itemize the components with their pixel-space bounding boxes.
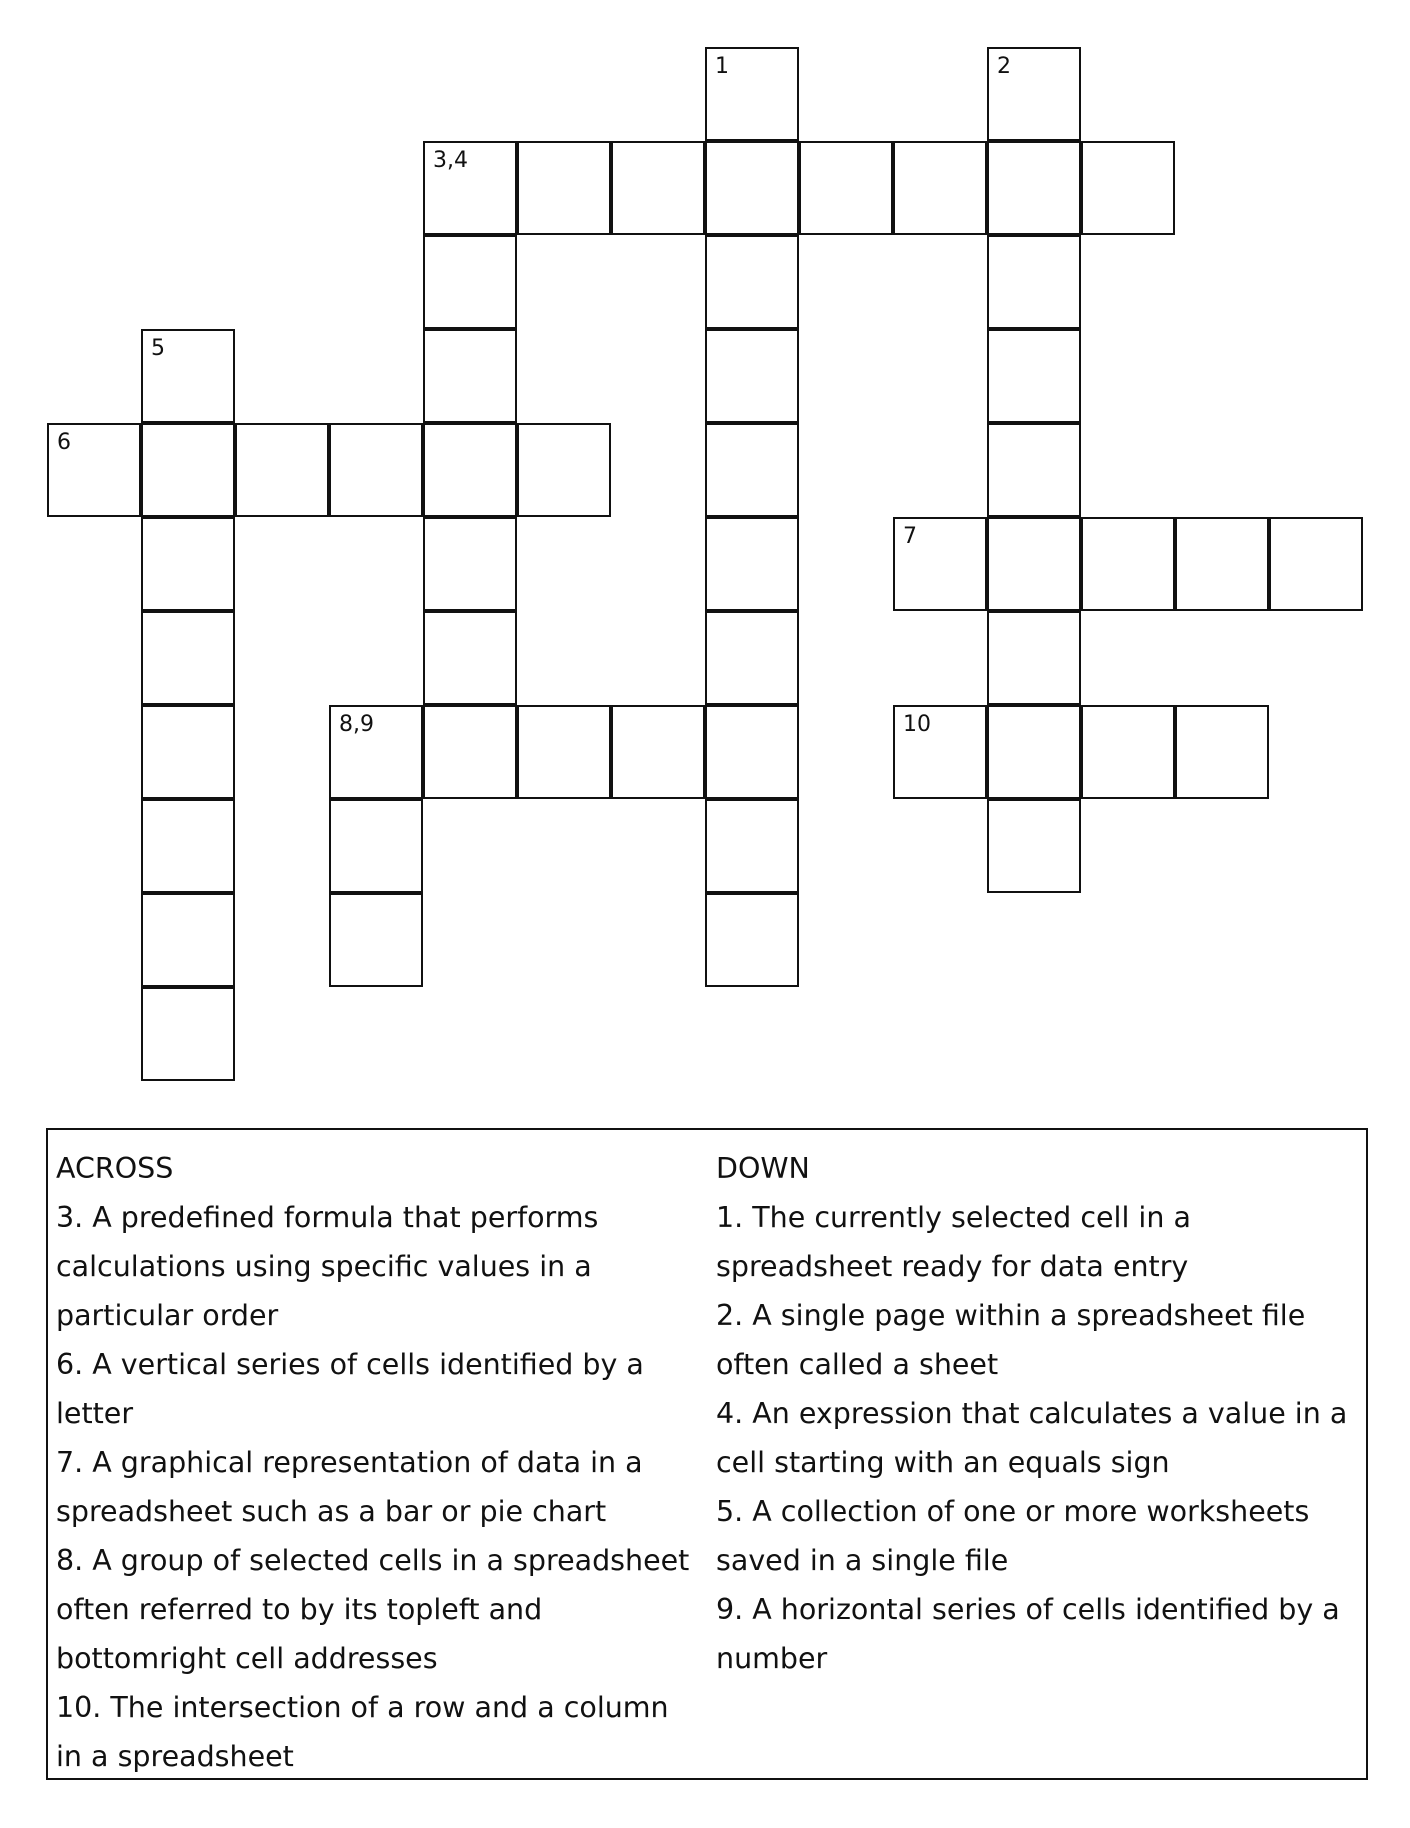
- crossword-cell[interactable]: [423, 517, 517, 611]
- crossword-cell[interactable]: [141, 987, 235, 1081]
- crossword-cell[interactable]: [1269, 517, 1363, 611]
- crossword-cell[interactable]: [987, 705, 1081, 799]
- crossword-cell[interactable]: [705, 235, 799, 329]
- crossword-cell[interactable]: [799, 141, 893, 235]
- crossword-cell[interactable]: [893, 141, 987, 235]
- crossword-cell[interactable]: [517, 423, 611, 517]
- crossword-cell[interactable]: [611, 141, 705, 235]
- crossword-cell[interactable]: [893, 705, 987, 799]
- cell-number: 7: [903, 524, 917, 549]
- crossword-cell[interactable]: [517, 705, 611, 799]
- cell-number: 1: [715, 54, 729, 79]
- cell-number: 3,4: [433, 148, 468, 173]
- down-clue: 9. A horizontal series of cells identified by a number: [716, 1593, 1340, 1675]
- crossword-cell[interactable]: [329, 705, 423, 799]
- across-clue: 8. A group of selected cells in a spreadsheet often referred to by its topleft and bottomright cell addresses: [56, 1544, 690, 1675]
- cell-number: 10: [903, 712, 931, 737]
- crossword-cell[interactable]: [611, 705, 705, 799]
- crossword-cell[interactable]: [987, 611, 1081, 705]
- crossword-cell[interactable]: [329, 799, 423, 893]
- crossword-cell[interactable]: [705, 893, 799, 987]
- crossword-cell[interactable]: [1175, 705, 1269, 799]
- down-clue: 4. An expression that calculates a value in a cell starting with an equals sign: [716, 1397, 1348, 1479]
- crossword-cell[interactable]: [423, 611, 517, 705]
- crossword-cell[interactable]: [47, 423, 141, 517]
- crossword-cell[interactable]: [329, 423, 423, 517]
- crossword-cell[interactable]: [1081, 705, 1175, 799]
- clues-box: [46, 1128, 1368, 1780]
- crossword-cell[interactable]: [141, 611, 235, 705]
- crossword-cell[interactable]: [987, 141, 1081, 235]
- crossword-cell[interactable]: [893, 517, 987, 611]
- cell-number: 2: [997, 54, 1011, 79]
- across-heading: ACROSS: [56, 1152, 174, 1185]
- across-clue: 6. A vertical series of cells identified by a letter: [56, 1348, 644, 1430]
- crossword-cell[interactable]: [141, 893, 235, 987]
- crossword-cell[interactable]: [987, 235, 1081, 329]
- crossword-cell[interactable]: [141, 329, 235, 423]
- crossword-cell[interactable]: [141, 423, 235, 517]
- crossword-cell[interactable]: [705, 47, 799, 141]
- down-clues: [716, 1144, 1364, 1683]
- across-clue: 10. The intersection of a row and a column in a spreadsheet: [56, 1691, 669, 1773]
- crossword-cell[interactable]: [517, 141, 611, 235]
- crossword-cell[interactable]: [423, 705, 517, 799]
- down-clue: 2. A single page within a spreadsheet file often called a sheet: [716, 1299, 1306, 1381]
- crossword-cell[interactable]: [987, 423, 1081, 517]
- crossword-cell[interactable]: [329, 893, 423, 987]
- crossword-cell[interactable]: [141, 705, 235, 799]
- crossword-cell[interactable]: [705, 141, 799, 235]
- down-clue: 5. A collection of one or more worksheets saved in a single file: [716, 1495, 1310, 1577]
- crossword-cell[interactable]: [1081, 517, 1175, 611]
- crossword-cell[interactable]: [987, 799, 1081, 893]
- across-clue: 3. A predefined formula that performs calculations using specific values in a particular order: [56, 1201, 599, 1332]
- cell-number: 5: [151, 336, 165, 361]
- crossword-cell[interactable]: [141, 799, 235, 893]
- crossword-cell[interactable]: [423, 423, 517, 517]
- down-heading: DOWN: [716, 1152, 810, 1185]
- crossword-cell[interactable]: [235, 423, 329, 517]
- cell-number: 6: [57, 430, 71, 455]
- crossword-cell[interactable]: [705, 329, 799, 423]
- crossword-cell[interactable]: [141, 517, 235, 611]
- crossword-cell[interactable]: [987, 517, 1081, 611]
- crossword-cell[interactable]: [705, 423, 799, 517]
- across-clues: [56, 1144, 696, 1781]
- down-clue: 1. The currently selected cell in a spreadsheet ready for data entry: [716, 1201, 1191, 1283]
- crossword-cell[interactable]: [1081, 141, 1175, 235]
- crossword-cell[interactable]: [987, 329, 1081, 423]
- crossword-cell[interactable]: [705, 705, 799, 799]
- crossword-cell[interactable]: [423, 235, 517, 329]
- cell-number: 8,9: [339, 712, 374, 737]
- crossword-cell[interactable]: [987, 47, 1081, 141]
- crossword-cell[interactable]: [705, 611, 799, 705]
- crossword-cell[interactable]: [1175, 517, 1269, 611]
- crossword-cell[interactable]: [423, 141, 517, 235]
- crossword-cell[interactable]: [423, 329, 517, 423]
- crossword-cell[interactable]: [705, 799, 799, 893]
- across-clue: 7. A graphical representation of data in a spreadsheet such as a bar or pie chart: [56, 1446, 643, 1528]
- crossword-cell[interactable]: [705, 517, 799, 611]
